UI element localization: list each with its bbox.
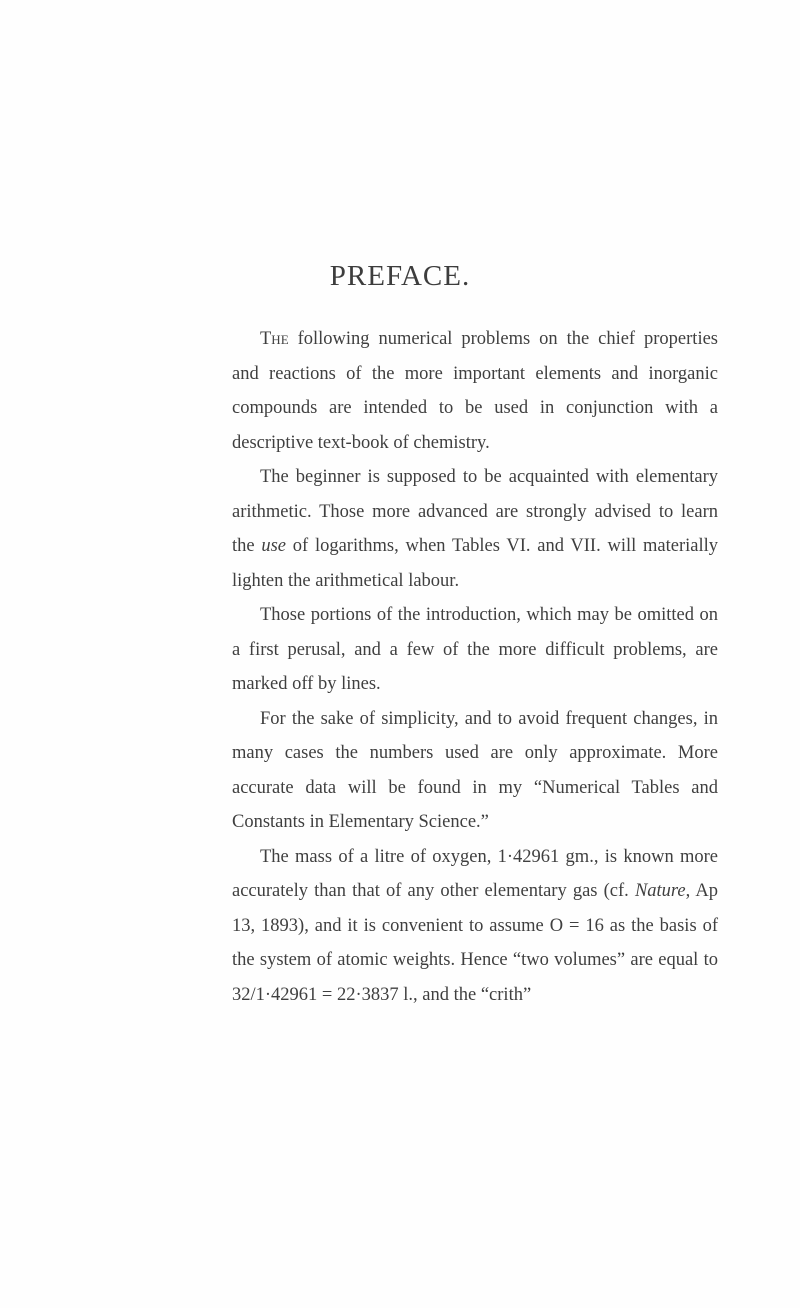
paragraph-5-text-b: , Ap 13, 1893), and it is convenient to assume O = 16 as the basis of the system of atomic weights. Hence “two volumes” are equal to 32/1·42961 = 22·3837 l., and the “crith” — [232, 881, 719, 1005]
paragraph-2-text-b: of logarithms, when Tables VI. and VII. will materially lighten the arithmetical labour. — [232, 536, 718, 591]
paragraph-1-first-word: The — [260, 329, 289, 349]
page-title: PREFACE. — [329, 260, 471, 292]
paragraph-3 — [232, 598, 718, 702]
paragraph-2-italic: use — [261, 536, 287, 556]
paragraph-1 — [232, 322, 718, 460]
paragraph-5-text-a: The mass of a litre of oxygen, 1·42961 gm., is known more accurately than that of any other elementary gas (cf. — [232, 846, 718, 901]
paragraph-5 — [232, 840, 718, 1013]
paragraph-1-text: following numerical problems on the chief properties and reactions of the more important elements and inorganic compounds are intended to be used in conjunction with a descriptive text-book of chemistry. — [232, 329, 718, 453]
paragraph-5-italic: Nature — [634, 881, 686, 901]
paragraph-4-text: For the sake of simplicity, and to avoid frequent changes, in many cases the numbers used are only approximate. More accurate data will be found in my “Numerical Tables and Constants in Elementary Science.” — [232, 708, 718, 832]
paragraph-3-text: Those portions of the introduction, which may be omitted on a first perusal, and a few of the more difficult problems, are marked off by lines. — [232, 605, 718, 694]
paragraph-4 — [232, 702, 718, 840]
paragraph-2-text-a: The beginner is supposed to be acquainted with elementary arithmetic. Those more advanced are strongly advised to learn the — [232, 467, 718, 556]
paragraph-2 — [232, 460, 718, 598]
preface-body — [232, 322, 718, 1012]
